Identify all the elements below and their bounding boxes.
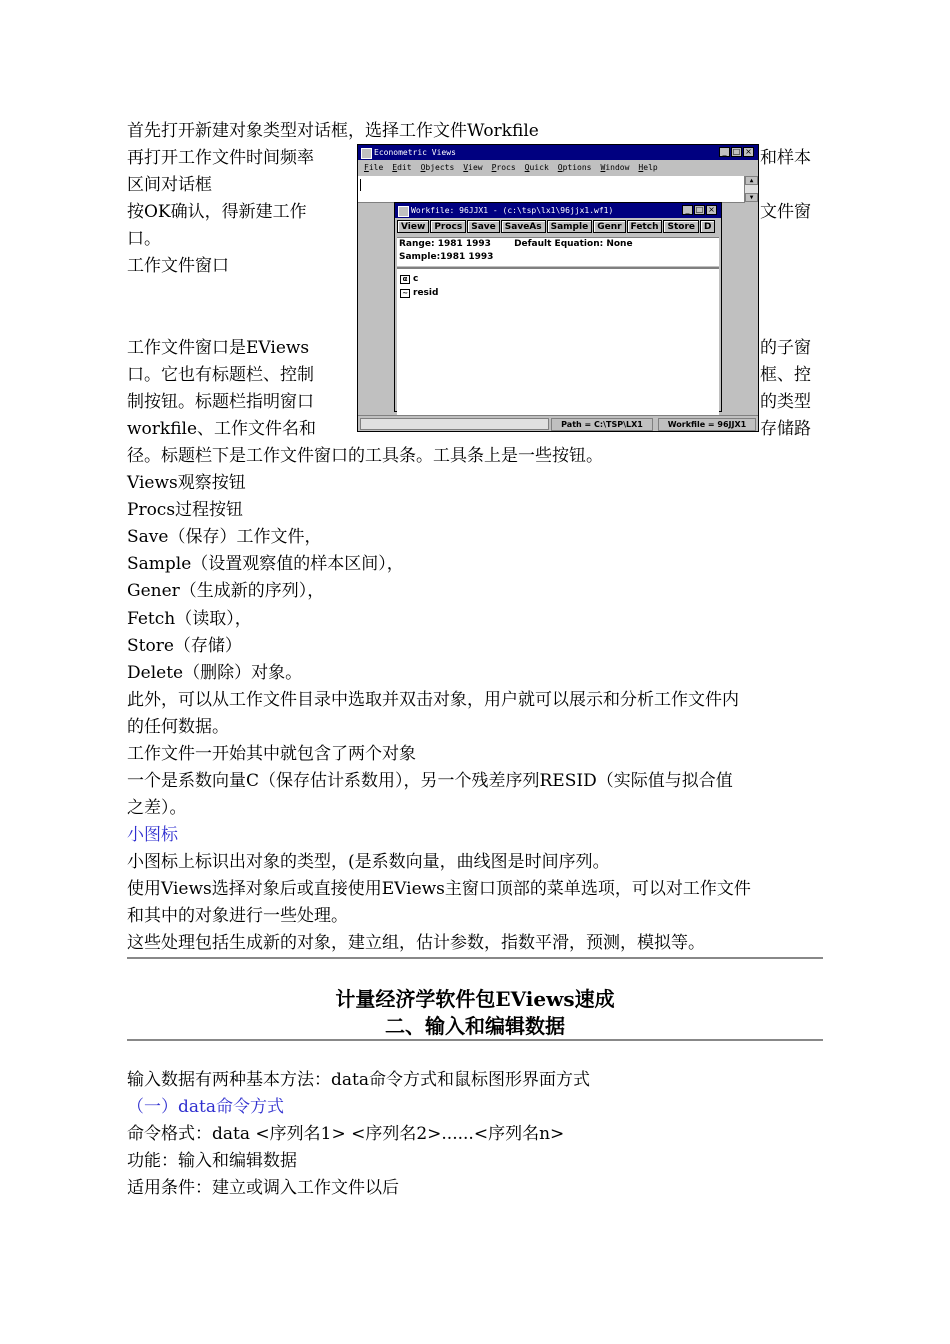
app-title: Econometric Views <box>374 148 456 157</box>
text-line: 制按钮。标题栏指明窗口 <box>127 392 314 412</box>
workfile-title: Workfile: 96JJX1 - (c:\tsp\lx1\96jjx1.wf1) <box>411 206 614 215</box>
list-item[interactable] <box>400 272 716 286</box>
text-line: Fetch（读取）， <box>127 609 252 629</box>
fetch-button[interactable]: Fetch <box>627 220 663 233</box>
object-name: resid <box>413 288 439 298</box>
text-line: 工作文件窗口 <box>127 256 229 276</box>
text-line-right: 文件窗 <box>760 202 811 222</box>
text-line: Views观察按钮 <box>127 473 246 493</box>
command-window[interactable] <box>358 176 745 203</box>
menu-objects[interactable]: Objects <box>420 163 455 172</box>
eviews-screenshot <box>357 144 759 432</box>
command-scrollbar[interactable] <box>744 176 758 202</box>
text-line: 和其中的对象进行一些处理。 <box>127 906 348 926</box>
text-line: 首先打开新建对象类型对话框，选择工作文件Workfile <box>127 121 539 141</box>
range-label: Range: 1981 1993 <box>399 239 491 249</box>
workfile-toolbar <box>395 218 721 236</box>
maximize-icon[interactable]: □ <box>695 205 704 214</box>
text-line: Delete（删除）对象。 <box>127 663 303 683</box>
minimize-icon[interactable]: _ <box>719 147 730 157</box>
procs-button[interactable]: Procs <box>430 220 466 233</box>
workfile-titlebar <box>395 203 721 218</box>
menu-help[interactable]: Help <box>638 163 658 172</box>
workfile-info <box>397 237 719 266</box>
saveas-button[interactable]: SaveAs <box>501 220 546 233</box>
menu-bar <box>358 160 758 176</box>
app-icon <box>361 148 372 159</box>
divider <box>127 957 823 959</box>
text-line: 之差）。 <box>127 798 187 818</box>
subheading-data-command: （一）data命令方式 <box>127 1097 284 1117</box>
menu-window[interactable]: Window <box>600 163 630 172</box>
store-button[interactable]: Store <box>663 220 699 233</box>
doc-subtitle: 二、输入和编辑数据 <box>385 1014 565 1038</box>
close-icon[interactable]: × <box>706 205 717 215</box>
default-equation: Default Equation: None <box>514 239 633 249</box>
menu-file[interactable]: File <box>364 163 384 172</box>
object-list <box>397 267 719 415</box>
close-icon[interactable]: × <box>743 147 754 157</box>
text-line: Gener（生成新的序列）， <box>127 581 325 601</box>
text-line: Procs过程按钮 <box>127 500 244 520</box>
text-line: 按OK确认，得新建工作 <box>127 202 307 222</box>
text-line: 径。标题栏下是工作文件窗口的工具条。工具条上是一些按钮。 <box>127 446 603 466</box>
text-line-right: 和样本 <box>760 148 811 168</box>
workfile-window <box>394 202 722 412</box>
save-button[interactable]: Save <box>467 220 500 233</box>
genr-button[interactable]: Genr <box>593 220 625 233</box>
series-icon: ~ <box>400 289 410 298</box>
status-bar <box>358 415 758 431</box>
text-line: 口。 <box>127 229 161 249</box>
subheading-small-icons: 小图标 <box>127 825 178 845</box>
menu-procs[interactable]: Procs <box>491 163 516 172</box>
text-line-right: 存储路 <box>760 419 811 439</box>
text-line: 这些处理包括生成新的对象，建立组，估计参数，指数平滑，预测，模拟等。 <box>127 933 705 953</box>
text-cursor <box>360 179 361 191</box>
text-line: 命令格式：data <序列名1> <序列名2>......<序列名n> <box>127 1124 565 1144</box>
text-line: 工作文件一开始其中就包含了两个对象 <box>127 744 416 764</box>
text-line: 适用条件：建立或调入工作文件以后 <box>127 1178 399 1198</box>
text-line: 再打开工作文件时间频率 <box>127 148 314 168</box>
text-line-right: 的子窗 <box>760 338 811 358</box>
text-line: 此外，可以从工作文件目录中选取并双击对象，用户就可以展示和分析工作文件内 <box>127 690 739 710</box>
workfile-icon <box>398 206 409 217</box>
text-line: Store（存储） <box>127 636 242 656</box>
sample-label: Sample:1981 1993 <box>399 252 494 262</box>
text-line: 使用Views选择对象后或直接使用EViews主窗口顶部的菜单选项，可以对工作文件 <box>127 879 751 899</box>
list-item[interactable] <box>400 286 716 300</box>
text-line: 输入数据有两种基本方法：data命令方式和鼠标图形界面方式 <box>127 1070 590 1090</box>
horizontal-scrollbar[interactable] <box>360 418 549 430</box>
text-line: 一个是系数向量C（保存估计系数用），另一个残差序列RESID（实际值与拟合值 <box>127 771 733 791</box>
object-name: c <box>413 274 419 284</box>
text-line-right: 框、控 <box>760 365 811 385</box>
scroll-down-icon[interactable]: ▼ <box>745 193 758 202</box>
sample-button[interactable]: Sample <box>547 220 593 233</box>
text-line: 功能：输入和编辑数据 <box>127 1151 297 1171</box>
minimize-icon[interactable]: _ <box>682 205 693 215</box>
menu-options[interactable]: Options <box>557 163 592 172</box>
path-status: Path = C:\TSP\LX1 <box>551 418 653 431</box>
text-line: 的任何数据。 <box>127 717 229 737</box>
scroll-up-icon[interactable]: ▲ <box>745 176 758 185</box>
text-line-right: 的类型 <box>760 392 811 412</box>
text-line: 小图标上标识出对象的类型，(是系数向量，曲线图是时间序列。 <box>127 852 610 872</box>
menu-edit[interactable]: Edit <box>392 163 412 172</box>
text-line: Sample（设置观察值的样本区间）， <box>127 554 404 574</box>
workfile-status: Workfile = 96JJX1 <box>658 418 756 431</box>
app-titlebar <box>358 145 758 160</box>
text-line: 工作文件窗口是EViews <box>127 338 310 358</box>
text-line: 口。它也有标题栏、控制 <box>127 365 314 385</box>
view-button[interactable]: View <box>397 220 429 233</box>
doc-title: 计量经济学软件包EViews速成 <box>335 987 615 1011</box>
menu-view[interactable]: View <box>463 163 483 172</box>
text-line: workfile、工作文件名和 <box>127 419 317 439</box>
divider <box>127 1039 823 1041</box>
delete-button[interactable]: D <box>700 220 715 233</box>
text-line: 区间对话框 <box>127 175 212 195</box>
coef-vector-icon: α <box>400 275 410 284</box>
text-line: Save（保存）工作文件， <box>127 527 322 547</box>
menu-quick[interactable]: Quick <box>524 163 549 172</box>
maximize-icon[interactable]: □ <box>732 147 741 156</box>
